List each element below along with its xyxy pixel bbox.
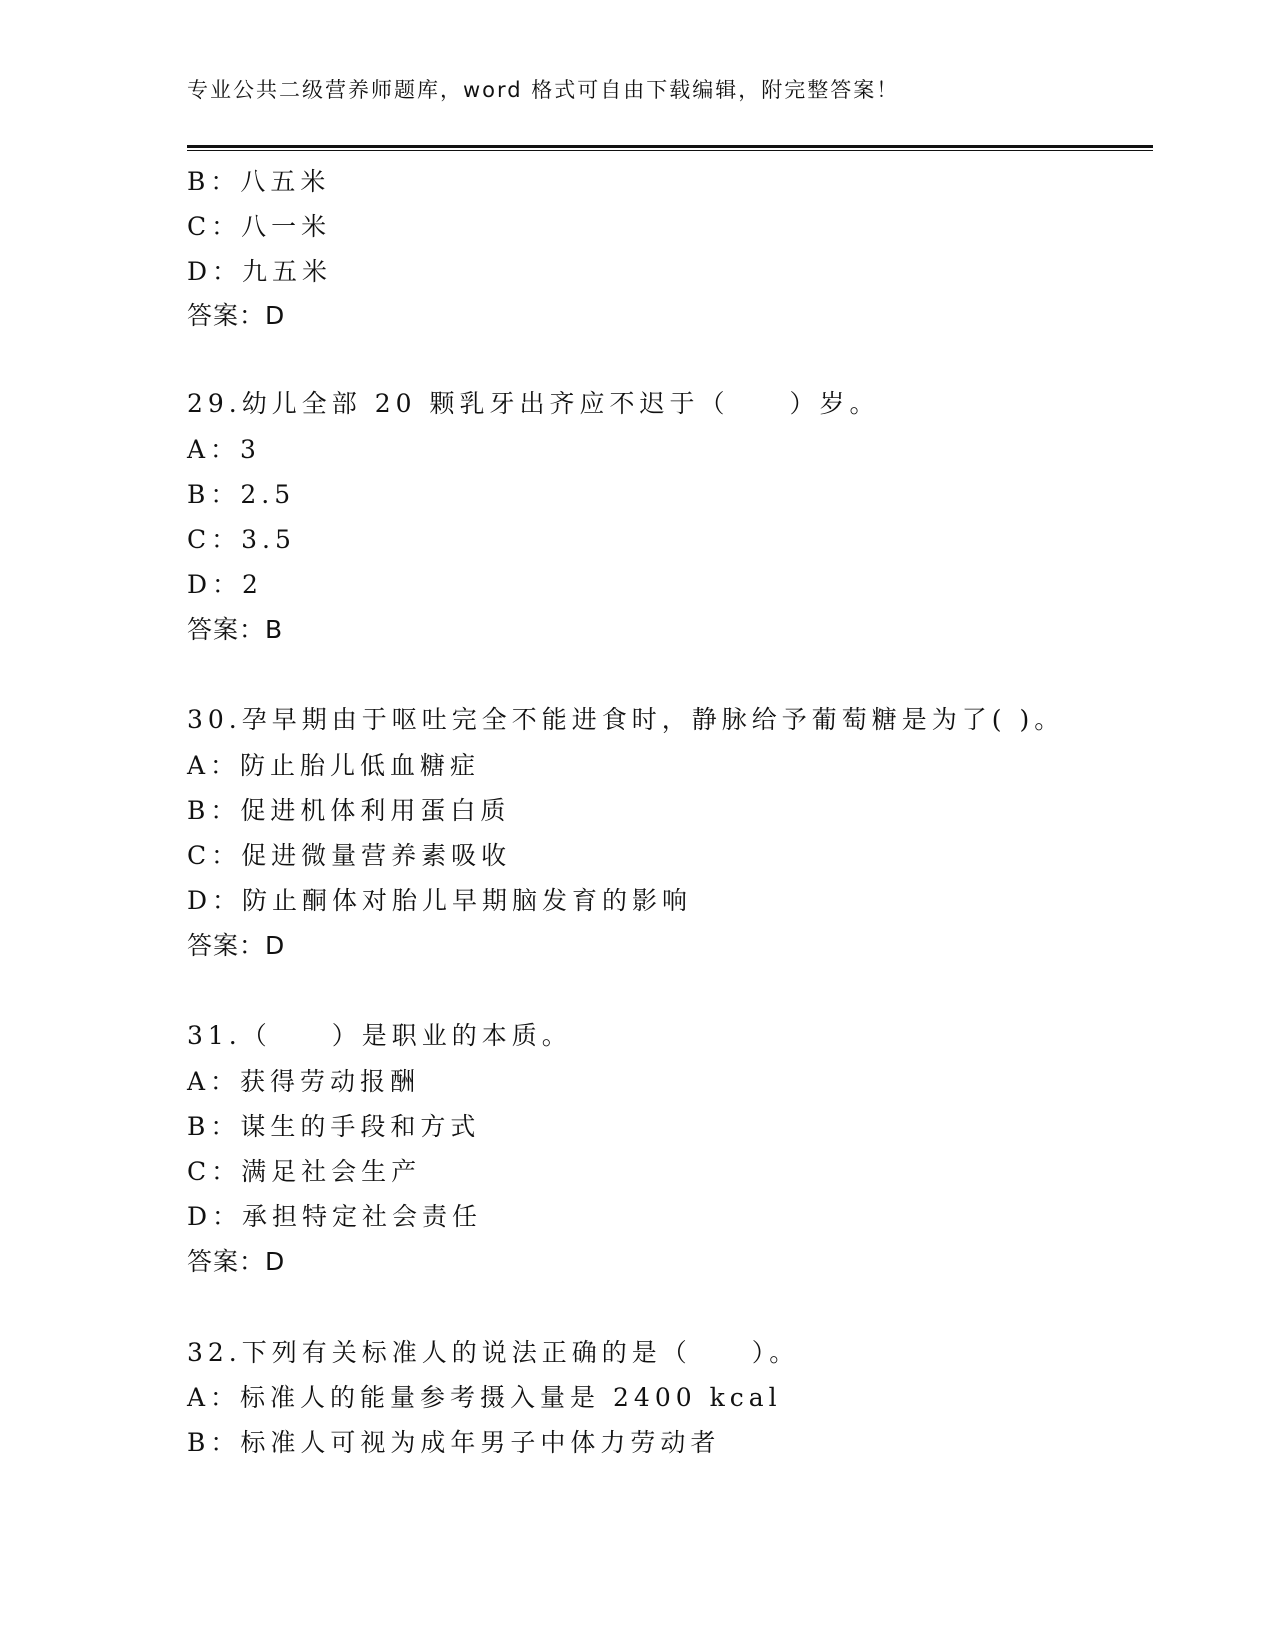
question-stem: 29.幼儿全部 20 颗乳牙出齐应不迟于（ ）岁。 [187, 389, 880, 418]
question-stem: 31.（ ）是职业的本质。 [187, 1021, 572, 1050]
option-b: B：促进机体利用蛋白质 [187, 796, 511, 825]
option-a: A：3 [187, 435, 261, 464]
page-header: 专业公共二级营养师题库，word 格式可自由下载编辑，附完整答案！ [187, 78, 900, 102]
header-rule [187, 145, 1153, 151]
answer-line [187, 296, 285, 332]
answer-label: 答案： [187, 615, 266, 644]
option-b: B：2.5 [187, 480, 296, 509]
option-b: B：八五米 [187, 167, 331, 196]
answer-label: 答案： [187, 301, 266, 330]
option-b: B：标准人可视为成年男子中体力劳动者 [187, 1428, 721, 1457]
question-stem: 32.下列有关标准人的说法正确的是（ ）。 [187, 1338, 800, 1367]
option-d: D：2 [187, 570, 263, 599]
option-c: C：3.5 [187, 525, 296, 554]
answer-value: B [265, 615, 284, 644]
option-d: D：九五米 [187, 257, 333, 286]
option-c: C：满足社会生产 [187, 1157, 422, 1186]
answer-line [187, 1242, 285, 1278]
option-a: A：防止胎儿低血糖症 [187, 751, 481, 780]
option-a: A：标准人的能量参考摄入量是 2400 kcal [187, 1383, 782, 1412]
option-d: D：防止酮体对胎儿早期脑发育的影响 [187, 886, 693, 915]
question-stem: 30.孕早期由于呕吐完全不能进食时，静脉给予葡萄糖是为了( )。 [187, 705, 1065, 734]
answer-line [187, 926, 285, 962]
answer-value: D [265, 301, 286, 330]
answer-line [187, 610, 283, 646]
answer-label: 答案： [187, 1247, 266, 1276]
option-c: C：促进微量营养素吸收 [187, 841, 512, 870]
option-d: D：承担特定社会责任 [187, 1202, 483, 1231]
answer-value: D [265, 1247, 286, 1276]
option-a: A：获得劳动报酬 [187, 1067, 421, 1096]
answer-label: 答案： [187, 931, 266, 960]
option-b: B：谋生的手段和方式 [187, 1112, 481, 1141]
answer-value: D [265, 931, 286, 960]
option-c: C：八一米 [187, 212, 332, 241]
